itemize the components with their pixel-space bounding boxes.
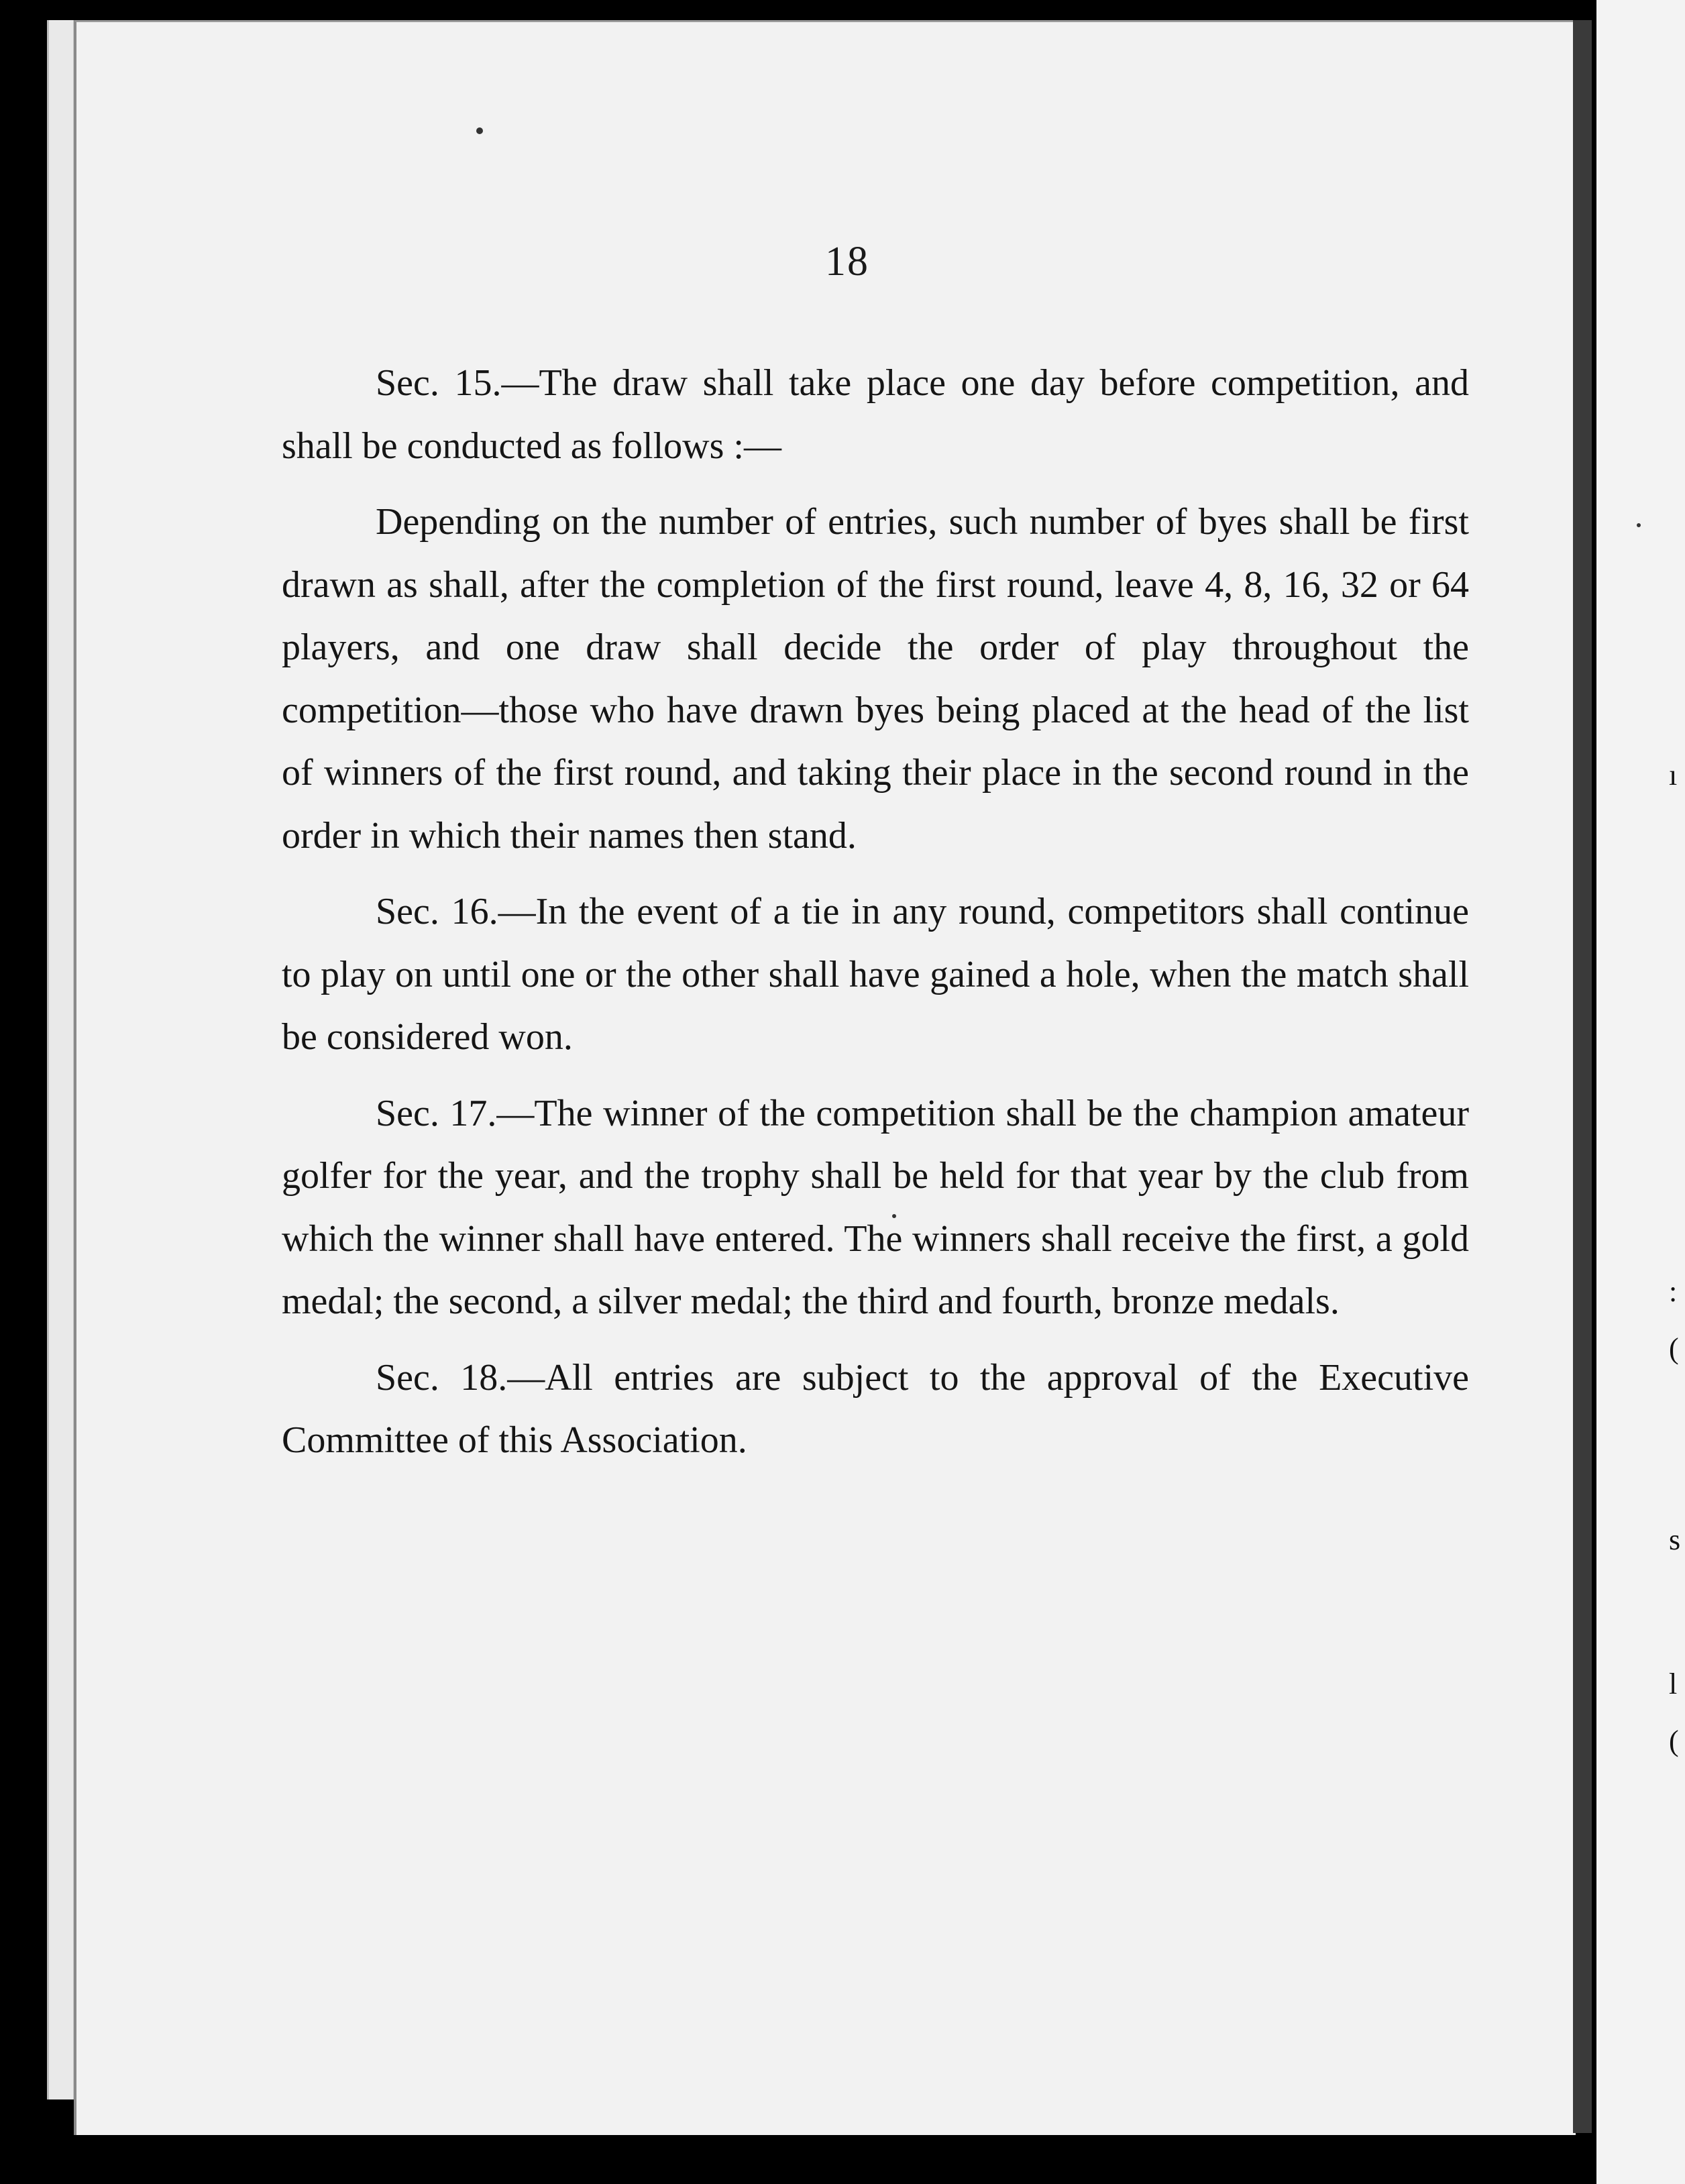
paper-speck [892,1214,896,1218]
paragraph-draw-rules [282,491,1469,867]
paragraph-text: Sec. 15.—The draw shall take place one day before competition, and shall be conducted as follows :— [282,362,1469,467]
paragraph-text: Depending on the number of entries, such number of byes shall be first drawn as shall, after the completion of the first round, leave 4, 8, 16, 32 or 64 players, and one draw shall decide the order of play throughout the competition—those who have drawn byes being placed at the head of the list of winners of the first round, and taking their place in the second round in the order in which their names then stand. [282,501,1469,857]
paragraph-sec-15 [282,352,1469,478]
facing-page-fragment: ı [1669,759,1678,791]
facing-page-edge [1596,0,1685,2184]
paper-speck [1637,523,1641,527]
facing-page-fragment: : [1669,1275,1678,1308]
paper-speck [476,127,483,134]
facing-page-fragment: s [1669,1523,1681,1556]
paragraph-text: Sec. 16.—In the event of a tie in any round, competitors shall continue to play on until one or the other shall have gained a hole, when the match shall be considered won. [282,891,1469,1058]
facing-page-fragment: ( [1669,1332,1679,1365]
paragraph-sec-18 [282,1347,1469,1472]
binding-gutter [1573,20,1592,2133]
paragraph-text: Sec. 18.—All entries are subject to the approval of the Executive Committee of this Association. [282,1356,1469,1461]
paragraph-sec-16 [282,881,1469,1069]
body-text [282,352,1469,1486]
paragraph-text: Sec. 17.—The winner of the competition shall be the champion amateur golfer for the year, and the trophy shall be held for that year by the club from which the winner shall have entered. The winners shall receive the first, a gold medal; the second, a silver medal; the third and fourth, bronze medals. [282,1092,1469,1322]
page-number: 18 [825,239,869,284]
facing-page-fragment: ( [1669,1725,1679,1757]
paragraph-sec-17 [282,1083,1469,1333]
facing-page-fragment: l [1669,1668,1678,1700]
